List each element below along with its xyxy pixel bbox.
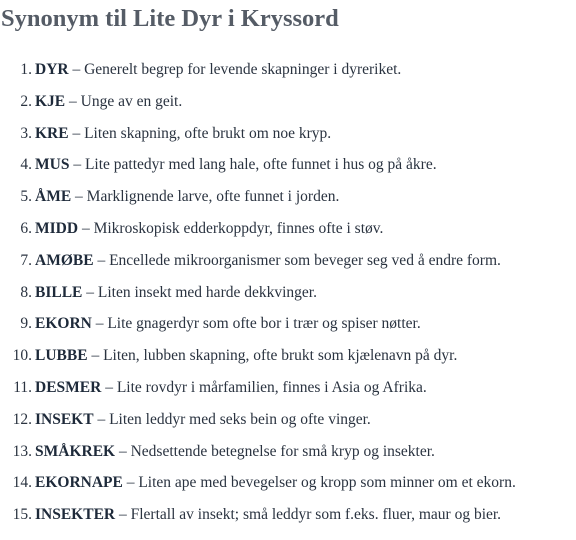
item-definition: – Liten skapning, ofte brukt om noe kryp.: [68, 124, 332, 142]
item-term: ÅME: [35, 188, 72, 206]
item-definition: – Liten ape med bevegelser og kropp som minner om et ekorn.: [122, 474, 516, 492]
item-term: INSEKT: [35, 410, 94, 428]
list-item: [0, 409, 576, 441]
item-term: DYR: [35, 61, 69, 78]
item-term: BILLE: [35, 283, 83, 301]
item-definition: – Liten leddyr med seks bein og ofte vinger.: [93, 410, 371, 428]
item-number: 11.: [13, 378, 32, 396]
item-term: EKORN: [35, 315, 92, 333]
list-item: [0, 313, 576, 345]
item-definition: – Liten, lubben skapning, ofte brukt som kjælenavn på dyr.: [87, 347, 458, 365]
list-item: [0, 441, 576, 473]
item-number: 9.: [20, 315, 32, 333]
item-definition: – Marklignende larve, ofte funnet i jorden.: [71, 188, 340, 206]
item-term: MUS: [35, 156, 70, 174]
item-definition: – Mikroskopisk edderkoppdyr, finnes ofte i støv.: [78, 219, 384, 237]
item-number: 7.: [20, 251, 32, 269]
item-number: 6.: [20, 219, 32, 237]
item-term: SMÅKREK: [35, 442, 116, 460]
list-item: [0, 123, 576, 155]
item-definition: – Encellede mikroorganismer som beveger seg ved å endre form.: [93, 251, 501, 269]
page-title: Synonym til Lite Dyr i Kryssord: [1, 5, 339, 32]
item-number: 5.: [20, 188, 32, 206]
list-item: [0, 250, 576, 282]
item-term: EKORNAPE: [35, 474, 123, 492]
list-item: [0, 91, 576, 123]
synonym-list: [0, 59, 576, 536]
list-item: [0, 282, 576, 314]
list-item: [0, 154, 576, 186]
list-item: [0, 345, 576, 377]
item-definition: – Liten insekt med harde dekkvinger.: [82, 283, 317, 301]
item-definition: – Lite pattedyr med lang hale, ofte funnet i hus og på åkre.: [69, 156, 437, 174]
item-number: 8.: [20, 283, 32, 301]
item-term: DESMER: [35, 378, 102, 396]
item-term: INSEKTER: [35, 506, 116, 524]
item-definition: – Flertall av insekt; små leddyr som f.eks. fluer, maur og bier.: [115, 506, 502, 524]
list-item: [0, 472, 576, 504]
item-definition: – Lite gnagerdyr som ofte bor i trær og spiser nøtter.: [91, 315, 421, 333]
item-number: 15.: [12, 506, 32, 524]
item-term: MIDD: [35, 219, 79, 237]
item-number: 14.: [12, 474, 32, 492]
item-term: LUBBE: [35, 347, 88, 365]
list-item: [0, 59, 576, 91]
item-definition: – Generelt begrep for levende skapninger i dyreriket.: [68, 61, 402, 78]
item-number: 4.: [20, 156, 32, 174]
item-definition: – Nedsettende betegnelse for små kryp og insekter.: [115, 442, 435, 460]
item-number: 10.: [12, 347, 32, 365]
list-item: [0, 218, 576, 250]
item-definition: – Lite rovdyr i mårfamilien, finnes i Asia og Afrika.: [101, 378, 427, 396]
list-item: [0, 186, 576, 218]
item-definition: – Unge av en geit.: [65, 92, 183, 110]
item-number: 12.: [12, 410, 32, 428]
item-term: AMØBE: [35, 251, 94, 269]
item-number: 13.: [12, 442, 32, 460]
list-item: [0, 504, 576, 536]
item-number: 1.: [20, 61, 32, 78]
list-item: [0, 377, 576, 409]
item-number: 2.: [20, 92, 32, 110]
item-number: 3.: [20, 124, 32, 142]
item-term: KRE: [35, 124, 69, 142]
item-term: KJE: [35, 92, 66, 110]
